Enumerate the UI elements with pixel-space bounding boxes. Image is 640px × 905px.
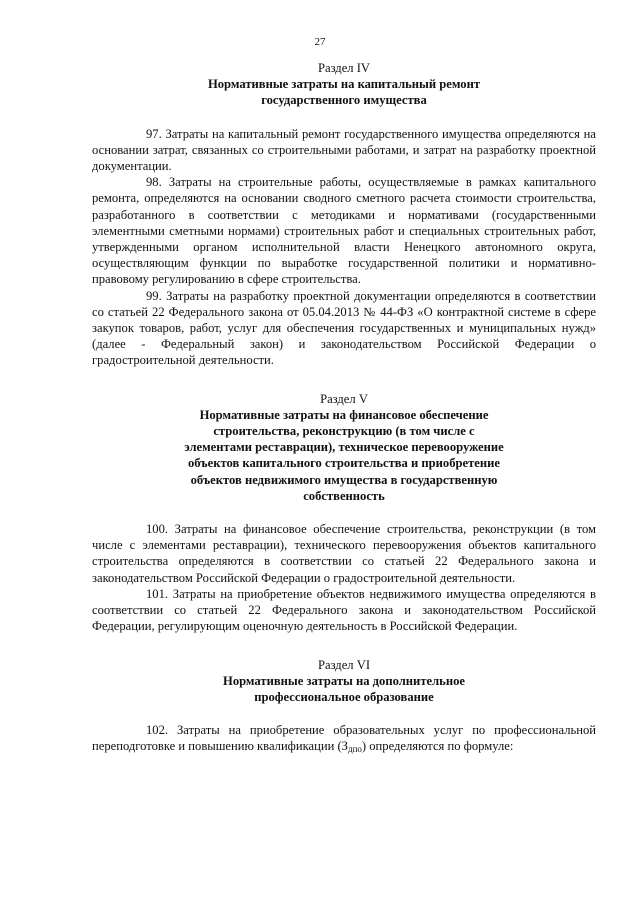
page-number: 27 xyxy=(314,36,326,48)
section-5-body xyxy=(92,521,596,634)
section-5-title-line: Нормативные затраты на финансовое обеспечение xyxy=(199,407,489,422)
section-4 xyxy=(92,60,596,369)
section-5-title xyxy=(92,407,596,504)
section-4-label: Раздел IV xyxy=(317,61,371,75)
paragraph-102-text: 102. Затраты на приобретение образовательных услуг по профессиональной переподготовке и повышению квалификации (З xyxy=(92,723,596,754)
paragraph-101: 101. Затраты на приобретение объектов недвижимого имущества определяются в соответствии со статьей 22 Федерального закона и законодательством Российской Федерации, регулирующим оценочную деятельность в Российской Федерации. xyxy=(92,586,596,634)
section-4-body xyxy=(92,126,596,369)
section-4-title-line: государственного имущества xyxy=(261,93,427,108)
paragraph-100: 100. Затраты на финансовое обеспечение строительства, реконструкции (в том числе с элементами реставрации), технического перевооружения объектов капитального строительства определяются в соответствии со статьей 22 Федерального закона и законодательством Российской Федерации о градостроительной деятельности. xyxy=(92,522,596,585)
formula-subscript: дпо xyxy=(347,744,362,755)
paragraph-98: 98. Затраты на строительные работы, осуществляемые в рамках капитального ремонта, определяются на основании сводного сметного расчета стоимости строительства, разработанного в соответствии с методиками и нормативами (государственными элементными сметными нормами) строительных работ и специальных строительных работ, утвержденными органом исполнительной власти Ненецкого автономного округа, осуществляющим функции по выработке государственной политики и нормативно-правовому регулированию в сфере строительства. xyxy=(92,175,596,287)
section-5-title-line: строительства, реконструкцию (в том числе с xyxy=(213,424,475,439)
section-5-heading xyxy=(92,391,596,504)
paragraph-102-text-end: ) определяются по формуле: xyxy=(361,739,514,754)
section-4-title xyxy=(92,76,596,108)
section-4-heading xyxy=(92,60,596,109)
paragraph-99: 99. Затраты на разработку проектной документации определяются в соответствии со статьей 22 Федерального закона от 05.04.2013 № 44-ФЗ «О контрактной системе в сфере закупок товаров, работ, услуг для обеспечения государственных и муниципальных нужд» (далее - Федеральный закон) и законодательством Российской Федерации о градостроительной деятельности. xyxy=(92,288,596,368)
section-5-title-line: объектов капитального строительства и приобретение xyxy=(187,456,500,471)
paragraph-97: 97. Затраты на капитальный ремонт государственного имущества определяются на основании затрат, связанных со строительными работами, и затрат на разработку проектной документации. xyxy=(92,126,596,174)
section-6 xyxy=(92,657,596,758)
section-5-label: Раздел V xyxy=(320,391,368,406)
section-6-heading xyxy=(92,657,596,706)
section-6-title xyxy=(92,673,596,705)
section-5-title-line: элементами реставрации), техническое перевооружение xyxy=(184,440,504,455)
section-6-label: Раздел VI xyxy=(317,657,371,672)
paragraph-102 xyxy=(92,722,596,757)
section-6-body xyxy=(92,722,596,757)
section-5 xyxy=(92,391,596,635)
section-5-title-line: объектов недвижимого имущества в государственную xyxy=(190,472,498,487)
section-5-title-line: собственность xyxy=(303,488,385,503)
section-4-title-line: Нормативные затраты на капитальный ремонт xyxy=(207,77,481,92)
section-6-title-line: Нормативные затраты на дополнительное xyxy=(223,673,465,688)
document-body xyxy=(92,60,596,758)
section-6-title-line: профессиональное образование xyxy=(254,689,434,704)
